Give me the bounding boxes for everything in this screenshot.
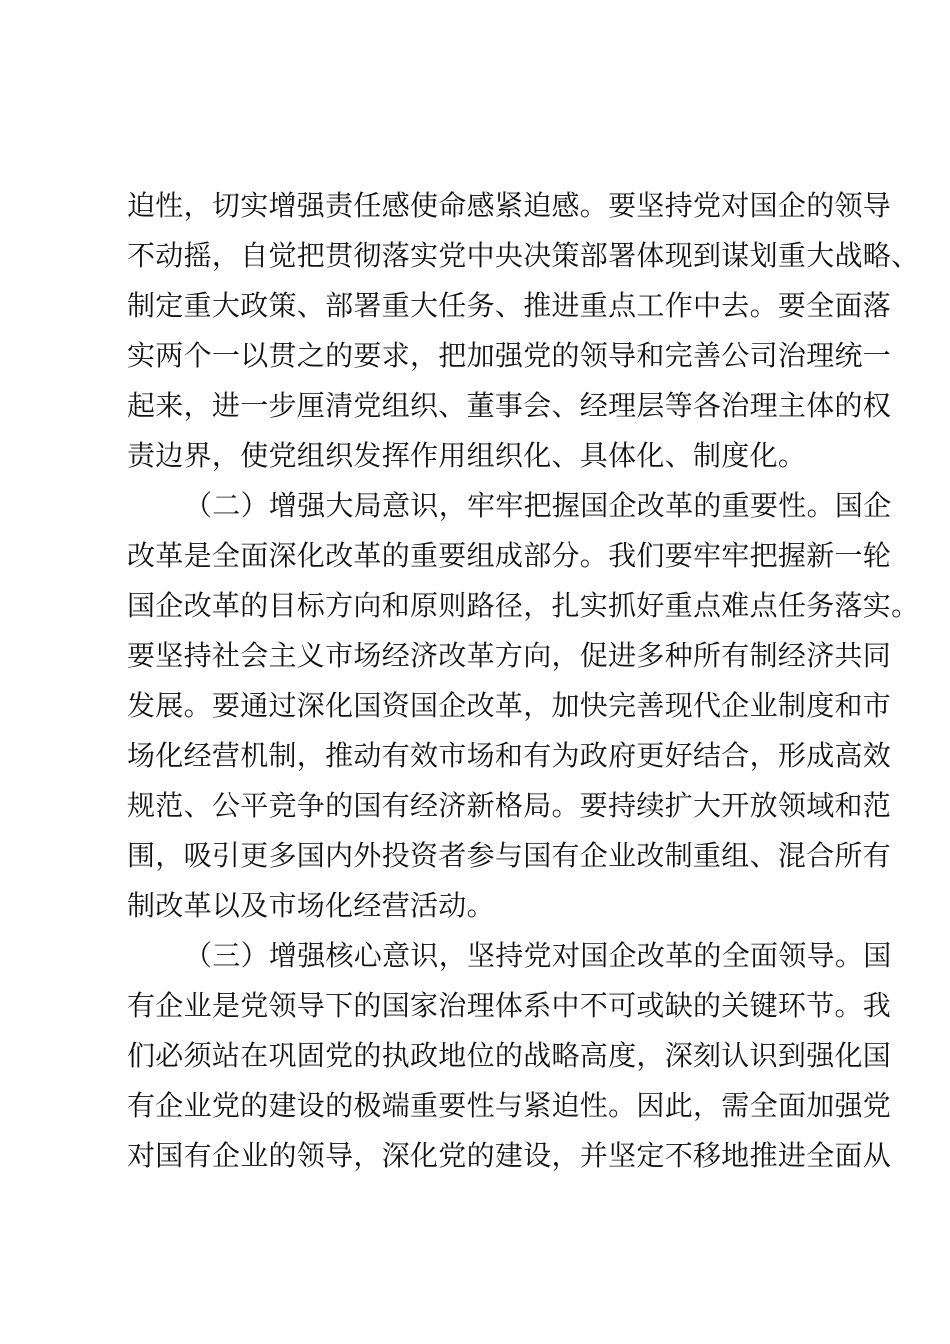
- text-line: 制定重大政策、部署重大任务、推进重点工作中去。要全面落: [127, 289, 892, 322]
- text-line: 规范、公平竞争的国有经济新格局。要持续扩大开放领域和范: [127, 789, 892, 822]
- text-line: 围，吸引更多国内外投资者参与国有企业改制重组、混合所有: [127, 839, 892, 872]
- text-line: 实两个一以贯之的要求，把加强党的领导和完善公司治理统一: [127, 339, 892, 372]
- text-line: 有企业是党领导下的国家治理体系中不可或缺的关键环节。我: [127, 989, 892, 1022]
- text-line: 制改革以及市场化经营活动。: [127, 889, 495, 922]
- section-heading-line: （三）增强核心意识，坚持党对国企改革的全面领导。国: [184, 939, 892, 972]
- text-line: 有企业党的建设的极端重要性与紧迫性。因此，需全面加强党: [127, 1089, 892, 1122]
- text-line: 改革是全面深化改革的重要组成部分。我们要牢牢把握新一轮: [127, 539, 892, 572]
- section-heading-line: （二）增强大局意识，牢牢把握国企改革的重要性。国企: [184, 489, 892, 522]
- text-line: 国企改革的目标方向和原则路径，扎实抓好重点难点任务落实。: [127, 589, 920, 622]
- text-line: 责边界，使党组织发挥作用组织化、具体化、制度化。: [127, 439, 807, 472]
- text-line: 们必须站在巩固党的执政地位的战略高度，深刻认识到强化国: [127, 1039, 892, 1072]
- body-text: [127, 181, 920, 1181]
- text-line: 迫性，切实增强责任感使命感紧迫感。要坚持党对国企的领导: [127, 189, 892, 222]
- text-line: 发展。要通过深化国资国企改革，加快完善现代企业制度和市: [127, 689, 892, 722]
- text-line: 对国有企业的领导，深化党的建设，并坚定不移地推进全面从: [127, 1139, 892, 1172]
- text-line: 场化经营机制，推动有效市场和有为政府更好结合，形成高效: [127, 739, 892, 772]
- text-line: 要坚持社会主义市场经济改革方向，促进多种所有制经济共同: [127, 639, 892, 672]
- text-line: 起来，进一步厘清党组织、董事会、经理层等各治理主体的权: [127, 389, 892, 422]
- text-line: 不动摇，自觉把贯彻落实党中央决策部署体现到谋划重大战略、: [127, 239, 920, 272]
